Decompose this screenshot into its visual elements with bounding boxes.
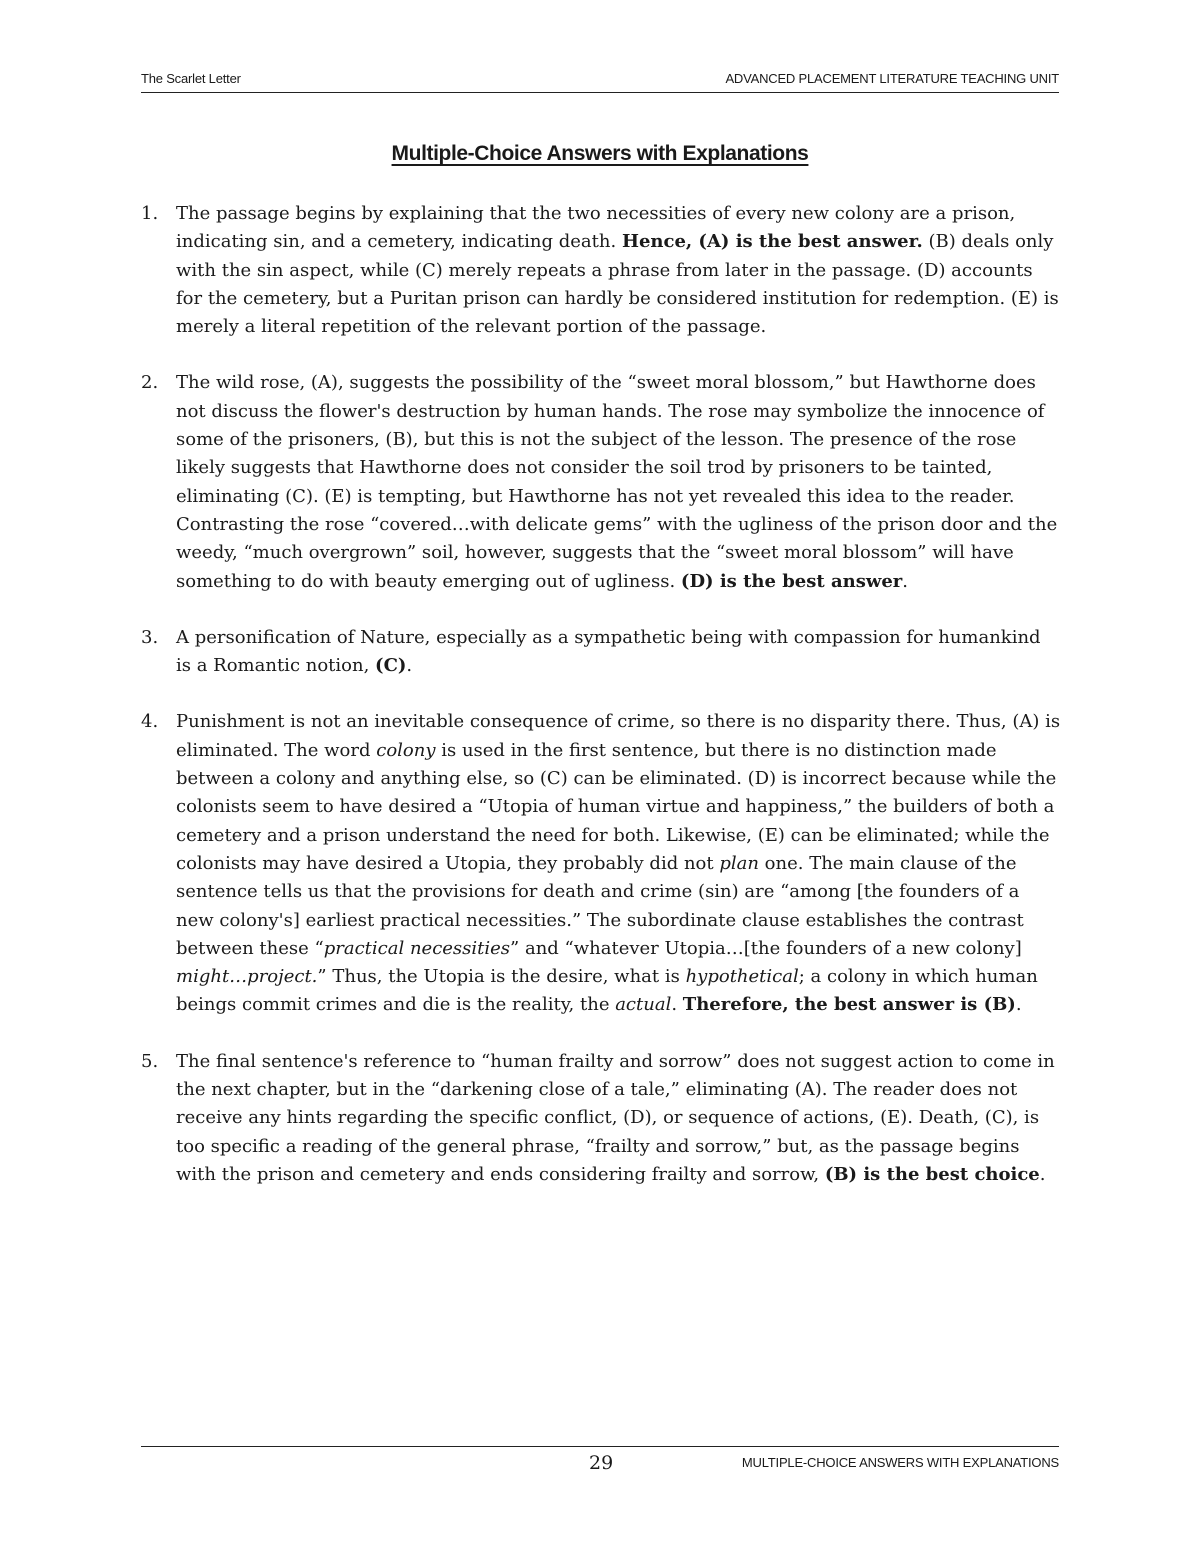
answer-list bbox=[141, 200, 1061, 1217]
answer-explanation bbox=[176, 369, 1061, 595]
italic-term: might…project. bbox=[176, 966, 318, 988]
best-answer-statement: Therefore, the best answer is (B) bbox=[682, 994, 1016, 1016]
italic-term: colony bbox=[376, 739, 436, 761]
header-book-title: The Scarlet Letter bbox=[141, 71, 241, 86]
text-run: ” and “whatever Utopia…[the founders of a new colony] bbox=[510, 937, 1022, 959]
best-answer-statement: Hence, (A) is the best answer. bbox=[621, 231, 923, 253]
text-run: The passage begins by explaining that the two necessities of every new colony are a prison, indicating sin, and a cemetery, indicating death. bbox=[176, 203, 1016, 253]
italic-term: hypothetical bbox=[685, 966, 799, 988]
footer-divider bbox=[141, 1446, 1059, 1447]
answer-item-5 bbox=[141, 1048, 1061, 1189]
text-run: Punishment is not an inevitable consequence of crime, so there is no disparity there. Thus, (A) is eliminated. The word bbox=[176, 711, 1061, 761]
italic-term: plan bbox=[719, 852, 759, 874]
answer-item-1 bbox=[141, 200, 1061, 341]
answer-number: 4. bbox=[141, 711, 159, 733]
answer-item-2 bbox=[141, 369, 1061, 595]
text-run: . bbox=[1039, 1163, 1046, 1185]
text-run: . bbox=[671, 994, 683, 1016]
text-run: The wild rose, (A), suggests the possibility of the “sweet moral blossom,” but Hawthorne does not discuss the flower's destruction by human hands. The rose may symbolize the innocence of some of the prisoners, (B), but this is not the subject of the lesson. The presence of the rose likely suggests that Hawthorne does not consider the soil trod by prisoners to be tainted, eliminating (C). (E) is tempting, but Hawthorne has not yet revealed this idea to the reader. Contrasting the rose “covered…with delicate gems” with the ugliness of the prison door and the weedy, “much overgrown” soil, however, suggests that the “sweet moral blossom” will have something to do with beauty emerging out of ugliness. bbox=[176, 372, 1058, 592]
text-run: ” Thus, the Utopia is the desire, what is bbox=[317, 966, 686, 988]
answer-number: 3. bbox=[141, 626, 159, 648]
running-header bbox=[141, 70, 1059, 93]
italic-term: practical necessities bbox=[323, 937, 511, 959]
best-answer-statement: (B) is the best choice bbox=[824, 1163, 1040, 1185]
page-title bbox=[0, 142, 1200, 166]
italic-term: actual bbox=[615, 994, 672, 1016]
footer-section-title: MULTIPLE-CHOICE ANSWERS WITH EXPLANATIONS bbox=[741, 1455, 1059, 1470]
text-run: ; a colony in which human beings commit crimes and die is the reality, the bbox=[176, 966, 1038, 1016]
answer-explanation bbox=[176, 624, 1061, 681]
page-number: 29 bbox=[589, 1452, 614, 1474]
best-answer-statement: (C) bbox=[375, 655, 407, 677]
text-run: is used in the first sentence, but there is no distinction made between a colony and anything else, so (C) can be eliminated. (D) is incorrect because while the colonists seem to have desired a “Utopia of human virtue and happiness,” the builders of both a cemetery and a prison understand the need for both. Likewise, (E) can be eliminated; while the colonists may have desired a Utopia, they probably did not bbox=[176, 739, 1057, 874]
answer-item-4 bbox=[141, 708, 1061, 1019]
answer-item-3 bbox=[141, 624, 1061, 681]
answer-number: 1. bbox=[141, 203, 159, 224]
text-run: . bbox=[406, 655, 413, 677]
answer-explanation bbox=[176, 708, 1061, 1019]
answer-explanation bbox=[176, 1048, 1061, 1189]
text-run: one. The main clause of the sentence tells us that the provisions for death and crime (sin) are “among [the founders of a new colony's] earliest practical necessities.” The subordinate clause establishes the contrast between these “ bbox=[176, 852, 1024, 959]
text-run: A personification of Nature, especially as a sympathetic being with compassion for humankind is a Romantic notion, bbox=[176, 626, 1041, 677]
answer-explanation bbox=[176, 200, 1061, 341]
page-title-text: Multiple-Choice Answers with Explanations bbox=[391, 142, 809, 165]
answer-number: 2. bbox=[141, 372, 159, 394]
text-run: . bbox=[902, 570, 908, 592]
header-unit-title: ADVANCED PLACEMENT LITERATURE TEACHING UNIT bbox=[725, 71, 1059, 86]
text-run: (B) deals only with the sin aspect, while (C) merely repeats a phrase from later in the passage. (D) accounts for the cemetery, but a Puritan prison can hardly be considered institution for redemption. (E) is merely a literal repetition of the relevant portion of the passage. bbox=[176, 231, 1059, 338]
text-run: . bbox=[1015, 994, 1022, 1016]
best-answer-statement: (D) is the best answer bbox=[680, 570, 903, 592]
text-run: The final sentence's reference to “human frailty and sorrow” does not suggest action to come in the next chapter, but in the “darkening close of a tale,” eliminating (A). The reader does not receive any hints regarding the specific conflict, (D), or sequence of actions, (E). Death, (C), is too specific a reading of the general phrase, “frailty and sorrow,” but, as the passage begins with the prison and cemetery and ends considering frailty and sorrow, bbox=[176, 1050, 1055, 1185]
answer-number: 5. bbox=[141, 1050, 159, 1072]
